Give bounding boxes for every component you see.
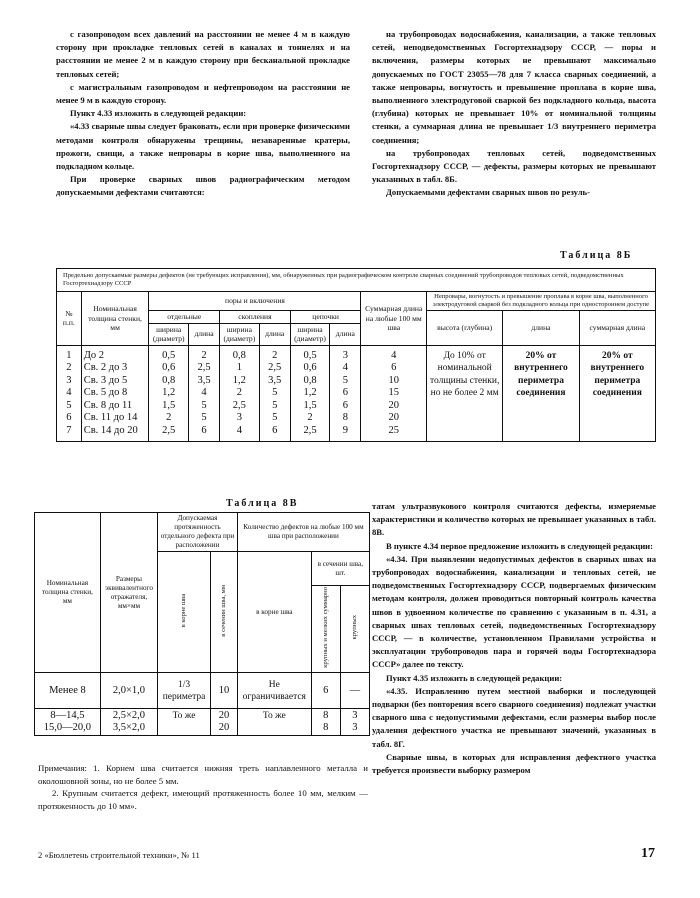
col-chain-width-values [290,345,330,441]
paragraph: на трубопроводах тепловых сетей, подведомственных Госгортехнадзору СССР, — дефекты, размеры которых не превышают указанных в табл. 8Б. [372,147,656,185]
table-cell-value: 1,2 [303,387,317,398]
col-lack-header: Непровары, вогнутость и превышение проплава в корне шва, выполненного электродуговой сваркой без подкладного кольца при одностороннем доступе [427,292,656,311]
col-thickness-header: Номинальная толщина стенки, мм [35,513,101,673]
paragraph: с магистральным газопроводом и нефтепроводом на расстоянии не менее 9 м в каждую сторону. [56,81,350,106]
col-len2-header: длина [503,311,579,346]
paragraph: В пункте 4.34 первое предложение изложить в следующей редакции: [386,540,653,551]
col-cluster-header: скопления [220,311,291,324]
paragraph: Пункт 4.33 изложить в следующей редакции: [70,108,247,119]
col-cluster-length-values [259,345,290,441]
table-cell-value: 9 [342,424,348,436]
col-dims-header: Размеры эквивалентного отражателя, мм×мм [100,513,157,673]
table-header: Предельно допускаемые размеры дефектов (не требующих исправления), мм, обнаруженных при радиографическом контроле сварных соединений трубопроводов тепловых сетей, подведомственных Госгортехнадзору СССР [57,269,656,292]
paragraph: «4.34. При выявлении недопустимых дефектов в сварных швах на трубопроводах водоснабжения, канализации и тепловых сетей, не подведомственных Госгортехнадзору СССР, подвергаемых физическим методам контроля, должен проводиться повторный контроль качества швов в удвоенном количестве по сравнению с указанным в п. 4.31, а сварных швах тепловых сетей, подведомственных Госгортехнадзору СССР, — в количестве, установленном Правилами устройства и эксплуатации трубопроводов пара и горячей воды Госгортехнадзора СССР» далее по тексту. [372,553,656,670]
table-cell-value: 4 [391,349,397,361]
paragraph: Допускаемыми дефектами сварных швов по резуль- [386,187,590,198]
table-cell-value: Св. 2 до 3 [83,362,128,373]
row1-large: — [340,673,369,709]
note-2: 2. Крупным считается дефект, имеющий протяженность более 10 мм, мелким — протяженность до 10 мм». [38,788,368,811]
table-cell-value: 2 [236,387,242,398]
table-cell-value: 15 [388,387,399,398]
table-cell-value: 6 [391,362,397,373]
footer-journal: 2 «Бюллетень строительной техники», № 11 [38,850,200,860]
table-cell-value: 25 [388,424,399,436]
table-cell-value: Св. 14 до 20 [83,424,138,436]
paragraph: «4.35. Исправлению путем местной выборки и последующей подварки (без повторения всего сварного соединения) подлежат участки сварного шва с недопустимыми дефектами, если размеры выбор после удаления дефектного участка не превышают значений, указанных в табл. 8Г. [372,685,656,749]
table-cell-value: 0,8 [303,374,317,386]
table-cell-value: 0,5 [303,349,317,361]
col-pores-header: поры и включения [149,292,361,311]
table-cell-value: До 2 [83,349,105,361]
col-single-length-values [188,345,219,441]
row2-large: 3 3 [340,709,369,736]
table-8b-caption: Таблица 8Б [560,250,633,261]
table-cell-value: 1,2 [232,374,246,386]
table-cell-value: 3 [342,349,348,361]
row2-sum: 8 8 [311,709,340,736]
table-cell-value: 3,5 [197,374,211,386]
table-cell-value: 6 [342,399,348,411]
table-cell-value: 20 [388,412,399,423]
col-large-small-header: крупных и мелких суммарно [311,586,340,673]
table-cell-value: 3 [236,412,242,423]
row1-root: 1/3 периметра [158,673,211,709]
table-cell-value: 5 [66,399,72,411]
table-cell-value: 6 [66,412,72,423]
table-cell-value: 1,2 [162,387,176,398]
col-chain-header: цепочки [290,311,361,324]
col-sum-values [361,345,427,441]
table-cell-value: 6 [272,424,278,436]
col-thickness-header: Номинальная толщина стенки, мм [81,292,149,346]
col-num-values [57,345,82,441]
col-height-header: высота (глубина) [427,311,503,346]
page-number: 17 [641,846,655,861]
row1-root2: Не ограничивается [237,673,311,709]
table-cell-value: 10 [388,374,399,386]
col-large-header: крупных [340,586,369,673]
col-single-width-values [149,345,189,441]
table-cell-value: 20 [388,399,399,411]
col-ext-header: Допускаемая протяженность отдельного дефекта при расположении [158,513,238,552]
paragraph: «4.33 сварные швы следует браковать, если при проверке физическими методами контроля обнаружены трещины, незаваренные кратеры, прожоги, свищи, а также непровары в корне шва, выполненного на подкладном кольце. [56,121,350,172]
table-cell-value: 2,5 [197,362,211,373]
table-cell-value: 2 [201,349,207,361]
row1-sum: 6 [311,673,340,709]
col-length-header: длина [188,323,219,345]
col-num-header: № п.п. [57,292,82,346]
col-root2-header: в корне шва [237,552,311,673]
table-cell-value: 5 [201,412,207,423]
col-single-header: отдельные [149,311,220,324]
table-cell-value: 0,8 [232,349,246,361]
table-cell-value: 5 [272,412,278,423]
row1-thickness: Менее 8 [35,673,101,709]
col-sumlen-value: 20% от внутреннего периметра соединения [579,345,655,441]
col-height-value: До 10% от номинальной толщины стенки, но не более 2 мм [427,345,503,441]
left-column-top [56,28,350,200]
paragraph: с газопроводом всех давлений на расстоянии не менее 4 м в каждую сторону при прокладке тепловых сетей в каналах и тоннелях и на расстоянии не менее 2 м в каждую сторону при бесканальной прокладке тепловых сетей; [56,29,350,79]
paragraph: на трубопроводах водоснабжения, канализации, а также тепловых сетей, неподведомственных Госгортехнадзору СССР, — поры и включения, размеры которых не превышают максимально допускаемых по ГОСТ 23055—78 для 7 класса сварных соединений, а также непровары, вогнутость и превышение проплава в корне шва, выполненного электродуговой сваркой без подкладного кольца, высота (глубина) которых не превышает 10% от номинальной толщины стенки, а суммарная длина не превышает 1/3 внутреннего периметра соединения; [372,29,656,145]
table-cell-value: 2 [166,412,172,423]
col-width-header: ширина (диаметр) [220,323,260,345]
table-cell-value: 1 [236,362,242,373]
right-column-top [372,28,656,200]
col-qty-header: Количество дефектов на любые 100 мм шва при расположении [237,513,369,552]
table-cell-value: 4 [342,362,348,373]
table-8v-caption: Таблица 8В [226,498,299,509]
col-root-header: в корне шва [158,552,211,673]
table-cell-value: 2 [272,349,278,361]
col-chain-length-values [330,345,361,441]
col-sum-header: Суммарная длина на любые 100 мм шва [361,292,427,346]
table-cell-value: 5 [201,399,207,411]
row1-dims: 2,0×1,0 [100,673,157,709]
col-width-header: ширина (диаметр) [149,323,189,345]
table-cell-value: 1 [66,349,72,361]
table-cell-value: 6 [201,424,207,436]
table-cell-value: 2,5 [232,399,246,411]
table-cell-value: 2 [307,412,313,423]
table-8b [56,268,656,442]
table-cell-value: 0,5 [162,349,176,361]
table-cell-value: 8 [342,412,348,423]
col-section-header: в сечении шва, мм [210,552,237,673]
note-1: Примечания: 1. Корнем шва считается нижняя треть наплавленного металла и околошовной зоны, но не более 5 мм. [38,763,368,786]
table-cell-value: 0,6 [162,362,176,373]
right-column-lower [372,500,656,777]
table-cell-value: 4 [236,424,242,436]
paragraph: Пункт 4.35 изложить в следующей редакции: [386,672,563,683]
paragraph: татам ультразвукового контроля считаются дефекты, измеряемые характеристики и количество которых не превышает указанных в табл. 8В. [372,501,656,538]
col-length-header: длина [330,323,361,345]
row2-root: То же [158,709,211,736]
paragraph: Сварные швы, в которых для исправления дефектного участка требуется произвести выборку размером [372,751,656,776]
table-cell-value: 0,6 [303,362,317,373]
table-notes [38,762,368,812]
col-sumlen-header: суммарная длина [579,311,655,346]
table-cell-value: 4 [201,387,207,398]
table-cell-value: 5 [272,387,278,398]
table-cell-value: 0,8 [162,374,176,386]
col-section2-header: в сечении шва, шт. [311,552,369,586]
row2-section: 20 20 [210,709,237,736]
row2-root2: То же [237,709,311,736]
table-cell-value: 3 [66,374,72,386]
row2-thickness: 8—14,5 15,0—20,0 [35,709,101,736]
table-cell-value: 6 [342,387,348,398]
table-cell-value: 2,5 [268,362,282,373]
table-cell-value: 1,5 [303,399,317,411]
row1-section: 10 [210,673,237,709]
table-cell-value: Св. 11 до 14 [83,412,138,423]
row2-dims: 2,5×2,0 3,5×2,0 [100,709,157,736]
table-8v [34,512,370,736]
table-cell-value: 2,5 [303,424,317,436]
table-cell-value: 7 [66,424,72,436]
table-cell-value: 1,5 [162,399,176,411]
table-cell-value: 2,5 [162,424,176,436]
col-len2-value: 20% от внутреннего периметра соединения [503,345,579,441]
table-cell-value: 2 [66,362,72,373]
table-cell-value: 5 [342,374,348,386]
table-cell-value: Св. 3 до 5 [83,374,128,386]
table-cell-value: Св. 8 до 11 [83,399,133,411]
col-thickness-values [81,345,149,441]
col-cluster-width-values [220,345,260,441]
col-length-header: длина [259,323,290,345]
table-cell-value: 3,5 [268,374,282,386]
table-cell-value: 4 [66,387,72,398]
paragraph: При проверке сварных швов радиографическим методом допускаемыми дефектами считаются: [56,174,350,198]
table-cell-value: 5 [272,399,278,411]
table-cell-value: Св. 5 до 8 [83,387,128,398]
col-width-header: ширина (диаметр) [290,323,330,345]
